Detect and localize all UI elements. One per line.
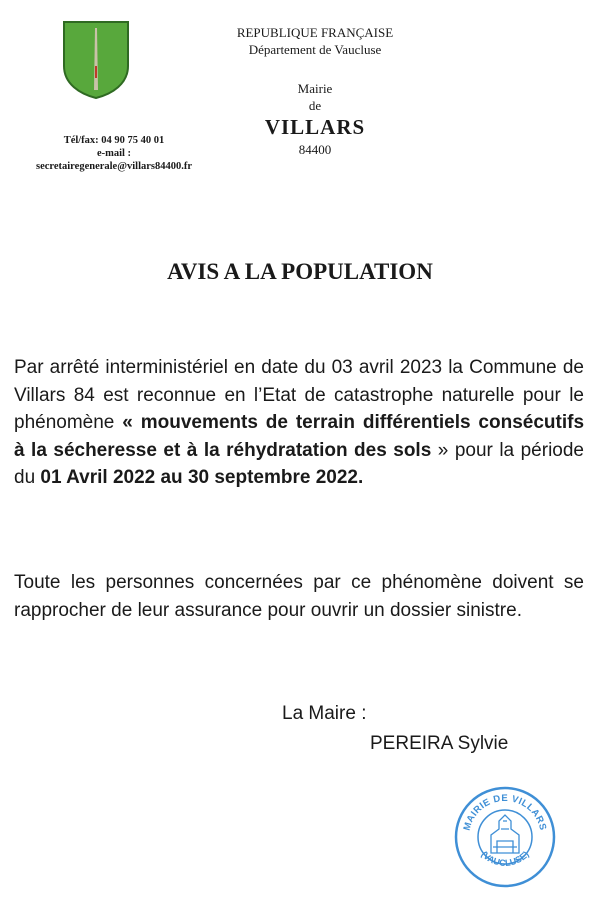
coat-of-arms-logo <box>62 20 130 100</box>
stamp-bottom-text: (VAUCLUSE) <box>479 849 531 869</box>
period-label: pour la période du <box>14 439 584 488</box>
signatory-name: PEREIRA Sylvie <box>370 733 509 754</box>
de-label: de <box>308 98 322 113</box>
email-label: e-mail : <box>96 148 132 159</box>
republic-heading: REPUBLIQUE FRANÇAISE <box>236 25 394 40</box>
contact-block <box>14 134 214 173</box>
quote-open: « <box>122 412 133 433</box>
issuer-block <box>205 24 425 58</box>
postcode: 84400 <box>298 142 332 157</box>
phenomenon-text: mouvements de terrain différentiels consécutifs à la sécheresse et à la réhydratation des sols <box>14 412 585 461</box>
email-address: secretairegenerale@villars84400.fr <box>35 161 193 172</box>
notice-paragraph-1 <box>14 354 584 492</box>
stamp-emblem <box>491 815 519 853</box>
signatory-role: La Maire : <box>282 703 367 724</box>
svg-text:(VAUCLUSE) <box>479 849 531 868</box>
paragraph-intro: Par arrêté interministériel en date du 03 avril 2023 la Commune de Villars 84 est reconnue en l’Etat de catastrophe naturelle pour le phénomène <box>14 357 584 433</box>
notice-paragraph-2: Toute les personnes concernées par ce phénomène doivent se rapprocher de leur assurance pour ouvrir un dossier sinistre. <box>14 572 584 621</box>
quote-close: » <box>437 439 449 461</box>
period-dates: 01 Avril 2022 au 30 septembre 2022. <box>40 467 364 488</box>
town-hall-stamp <box>453 785 557 889</box>
mairie-block <box>270 80 360 114</box>
stamp-top-text: MAIRIE DE VILLARS <box>461 792 549 832</box>
notice-title: AVIS A LA POPULATION <box>167 259 433 284</box>
town-name: VILLARS <box>264 115 366 139</box>
department-name: Département de Vaucluse <box>248 42 382 57</box>
phone-number: Tél/fax: 04 90 75 40 01 <box>63 135 165 146</box>
mairie-label: Mairie <box>297 81 333 96</box>
